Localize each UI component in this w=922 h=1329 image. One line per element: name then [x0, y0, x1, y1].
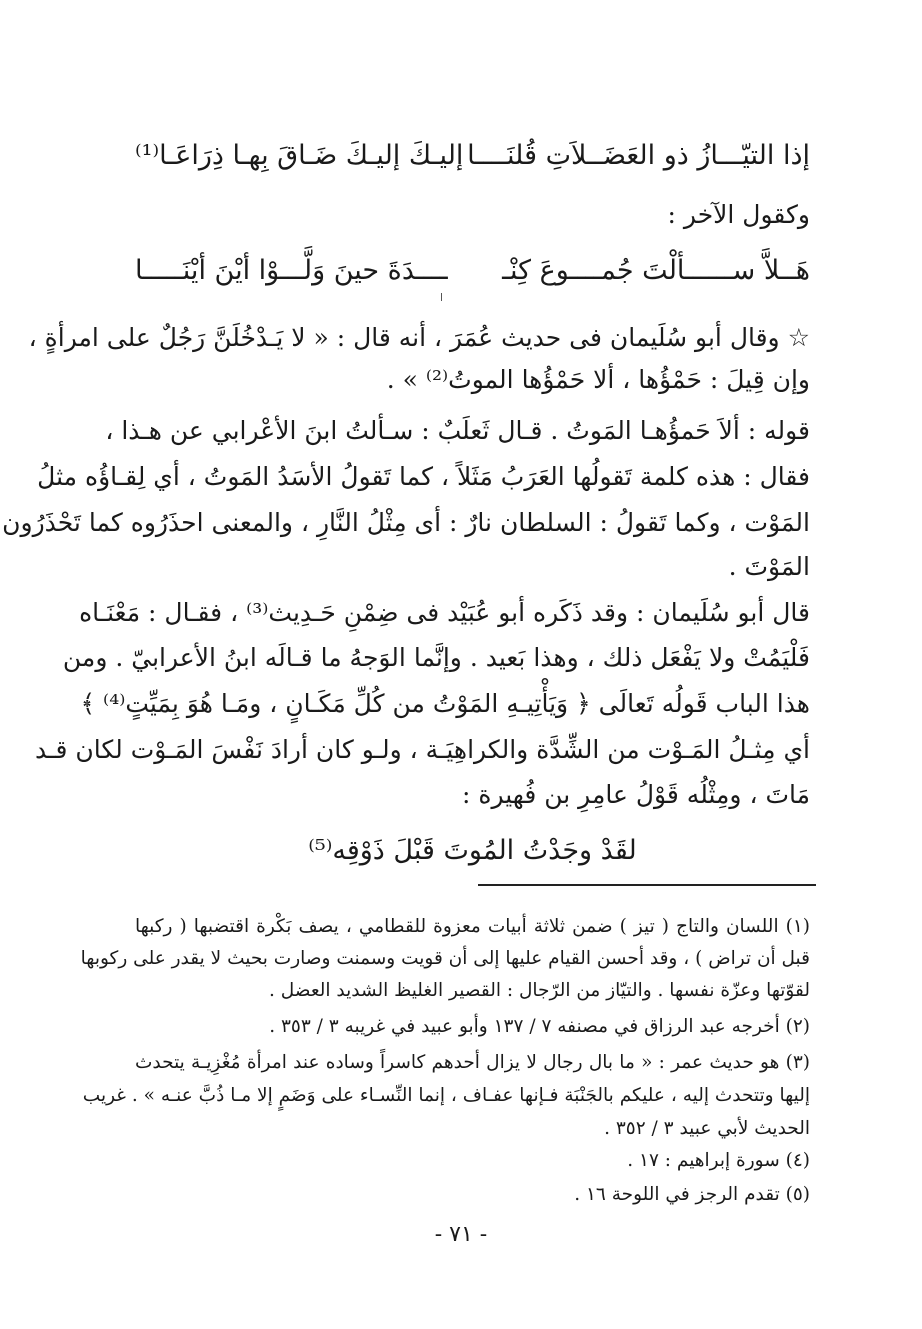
paragraph-line: أي مِثـلُ المَـوْت من الشِّدَّة والكراهِيَـة ، ولـو كان أرادَ نَفْسَ المَـوْت لكان قـد [35, 735, 810, 764]
verse-line-3: لقَدْ وجَدْتُ المُوتَ قَبْلَ ذَوْقِه⁽⁵⁾ [308, 835, 637, 866]
intro-line: وكقول الآخر : [667, 200, 810, 229]
paragraph-line: قال أبو سُلَيمان : وقد ذَكَره أبو عُبَيْد فى ضِمْنِ حَـدِيث⁽³⁾ ، فقـال : مَعْنَـاه [79, 598, 810, 627]
footnote-line: لقوّتها وعزّة نفسها . والتيّاز من الرّجال : القصير الغليظ الشديد العضل . [269, 980, 810, 1001]
verse-1-second-hemistich: إليـكَ إليـكَ ضَـاقَ بِهـا ذِرَاعَـا⁽¹⁾ [135, 140, 464, 171]
paragraph-line: ☆ وقال أبو سُلَيمان فى حديث عُمَرَ ، أنه قال : « لا يَـدْخُلَنَّ رَجُلٌ على امرأةٍ ، [28, 323, 810, 352]
verse-line-1 [135, 140, 810, 171]
footnote-line: (٢) أخرجه عبد الرزاق في مصنفه ٧ / ١٣٧ وأبو عبيد في غريبه ٣ / ٣٥٣ . [269, 1016, 810, 1037]
footnote-line: (٥) تقدم الرجز في اللوحة ١٦ . [574, 1184, 810, 1205]
footnote-divider [478, 884, 816, 886]
verse-2-second-hemistich: ــــدَةَ حينَ وَلَّـــوْا أيْنَ أيْنَـــــا [135, 255, 448, 286]
paragraph-line: المَوْت ، وكما تَقولُ : السلطان نارٌ : أى مِثْلُ النَّارِ ، والمعنى احذَرُوه كما تَحْذَرُون [2, 508, 810, 537]
paragraph-line: المَوْتَ . [728, 552, 810, 581]
footnote-line: (٣) هو حديث عمر : « ما بال رجال لا يزال أحدهم كاسراً وساده عند امرأة مُغْزِيـة يتحدث [135, 1052, 810, 1073]
footnote-line: قبل أن تراض ) ، وقد أحسن القيام عليها إلى أن قويت وسمنت وصارت بحيث لا يقدر على ركوبها [80, 948, 810, 969]
footnote-line: الحديث لأبي عبيد ٣ / ٣٥٢ . [604, 1118, 810, 1139]
verse-1-first-hemistich: إذا التيّـــازُ ذو العَضَــلاَتِ قُلنَــــا [467, 140, 810, 171]
footnote-line: إليها وتتحدث إليه ، عليكم بالجَنْبَة فـإنها عفـاف ، إنما النِّسـاء على وَضَمٍ إلا مـا ذُبَّ عنـه » . غريب [82, 1085, 810, 1106]
paragraph-line: هذا الباب قَولُه تَعالَى ﴿ وَيَأْتِيـهِ المَوْتُ من كُلِّ مَكَـانٍ ، ومَـا هُوَ بِمَيِّتٍ⁽⁴⁾ ﴾ [80, 689, 810, 718]
verse-line-2 [135, 255, 810, 286]
page-number: - ٧١ - [434, 1222, 488, 1247]
paragraph-line: وإن قِيلَ : حَمْؤُها ، ألا حَمْؤُها الموتُ⁽²⁾ » . [386, 365, 810, 394]
paragraph-line: مَاتَ ، ومِثْلُه قَوْلُ عامِرِ بن فُهيرة : [462, 780, 810, 809]
print-mark [441, 293, 442, 301]
paragraph-line: فَلْيَمُتْ ولا يَفْعَل ذلك ، وهذا بَعيد . وإنَّما الوَجهُ ما قـالَه ابنُ الأعرابيّ . ومن [62, 643, 810, 672]
paragraph-line: فقال : هذه كلمة تَقولُها العَرَبُ مَثَلاً ، كما تَقولُ الأسَدُ المَوتُ ، أي لِقـاؤُه مثلُ [37, 462, 810, 491]
verse-2-first-hemistich: هَــلاَّ ســــــألْتَ جُمــــوعَ كِنْـ [502, 255, 810, 286]
footnote-line: (٤) سورة إبراهيم : ١٧ . [627, 1150, 810, 1171]
footnote-line: (١) اللسان والتاج ( تيز ) ضمن ثلاثة أبيات معزوة للقطامي ، يصف بَكْرة اقتضبها ( ركبها [135, 916, 810, 937]
paragraph-line: قوله : ألاَ حَمؤُهـا المَوتُ . قـال ثَعلَبٌ : سـألتُ ابنَ الأعْرابي عن هـذا ، [105, 416, 810, 445]
